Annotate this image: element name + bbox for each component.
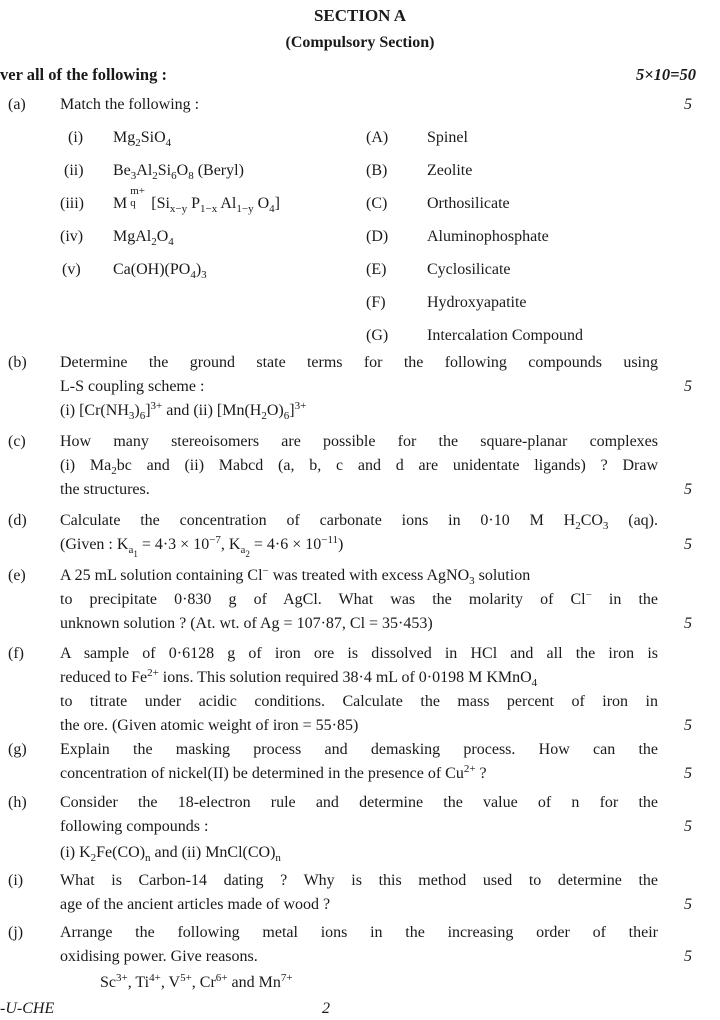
marks-d: 5 [684,536,692,553]
match-right-num: (A) [366,129,389,146]
question-label-j: (j) [8,924,24,941]
question-j-ions: $Sc^{3+}$, $Ti^{4+}$, $V^{5+}$, $Cr^{6+}$ and $Mn^{7+}$ [100,972,293,991]
match-right-item: Spinel [427,129,468,146]
match-right-num: (G) [366,327,389,344]
match-left-num: (iii) [60,195,84,212]
question-label-c: (c) [8,433,26,450]
question-label-f: (f) [8,645,24,662]
question-b-line: L-S coupling scheme : [60,378,205,395]
question-c-line: the structures. [60,481,150,498]
question-f-line: the ore. (Given atomic weight of iron = 55·85) [60,717,359,734]
marks-f: 5 [684,717,692,734]
question-d-line: (Given : $K_{a_1} = 4\cdot 3 \times 10^{-7}$, $K_{a_2} = 4\cdot 6 \times 10^{-11}$) [60,534,344,559]
total-marks: 5×10=50 [635,65,696,84]
match-right-num: (F) [366,294,386,311]
instruction: ver all of the following : [0,65,167,84]
match-left-item: M m+ q [$Si_{x-y}$ $P_{1-x}$ $Al_{1-y}$ $O_4$] [113,185,280,215]
match-right-num: (E) [366,261,387,278]
marks-c: 5 [684,481,692,498]
question-d-line: Calculate the concentration of carbonate ions in 0·10 M $H_2CO_3$ (aq). [60,512,659,532]
match-right-item: Intercalation Compound [427,327,583,344]
question-g-line: concentration of nickel(II) be determined in the presence of $Cu^{2+}$ ? [60,763,487,782]
match-left-item: $Be_3Al_2Si_6O_8$ (Beryl) [113,162,244,182]
match-right-item: Aluminophosphate [427,228,549,245]
question-j-line: oxidising power. Give reasons. [60,948,258,965]
match-right-item: Cyclosilicate [427,261,511,278]
match-left-item: $Mg_2SiO_4$ [113,129,172,149]
question-label-h: (h) [8,794,27,811]
marks-g: 5 [684,765,692,782]
question-b-line: Determine the ground state terms for the following compounds using [60,354,658,371]
page-number: 2 [322,1000,330,1017]
match-right-item: Hydroxyapatite [427,294,527,311]
paper-code: -U-CHE [0,1000,55,1017]
question-label-i: (i) [8,872,24,889]
question-i-line: What is Carbon-14 dating ? Why is this method used to determine the [60,872,658,889]
question-a-intro: Match the following : [60,96,200,113]
question-f-line: A sample of 0·6128 g of iron ore is dissolved in HCl and all the iron is [60,645,658,662]
match-right-item: Zeolite [427,162,473,179]
question-g-line: Explain the masking process and demasking process. How can the [60,741,658,758]
question-label-g: (g) [8,741,27,758]
marks-i: 5 [684,896,692,913]
match-left-num: (v) [62,261,81,278]
question-f-line: to titrate under acidic conditions. Calculate the mass percent of iron in [60,693,658,710]
question-f-line: reduced to $Fe^{2+}$ ions. This solution required 38·4 mL of 0·0198 M KMnO$_4$ [60,667,538,689]
question-e-line: unknown solution ? (At. wt. of Ag = 107·87, Cl = 35·453) [60,615,433,632]
question-label-e: (e) [8,567,26,584]
match-left-item: $Ca(OH)(PO_4)_3$ [113,261,207,281]
marks-h: 5 [684,818,692,835]
question-e-line: to precipitate 0·830 g of AgCl. What was the molarity of Cl− in the [60,589,658,608]
marks-a: 5 [684,96,692,113]
question-label-d: (d) [8,512,27,529]
question-h-line: following compounds : [60,818,209,835]
match-right-num: (D) [366,228,389,245]
section-title: SECTION A [313,6,407,25]
match-left-num: (i) [68,129,84,146]
question-c-line: (i) $Ma_2bc$ and (ii) Mabcd (a, b, c and d are unidentate ligands) ? Draw [60,457,659,477]
question-i-line: age of the ancient articles made of wood ? [60,896,331,913]
question-c-line: How many stereoisomers are possible for the square-planar complexes [60,433,658,450]
marks-e: 5 [684,615,692,632]
section-subtitle: (Compulsory Section) [285,34,435,51]
question-h-formula: (i) $K_2Fe(CO)_n$ and (ii) $MnCl(CO)_n$ [60,844,281,864]
match-left-num: (iv) [60,228,84,245]
match-right-num: (C) [366,195,388,212]
match-right-num: (B) [366,162,388,179]
marks-j: 5 [684,948,692,965]
question-label-a: (a) [8,96,26,113]
question-b-formula: (i) $[Cr(NH_3)_6]^{3+}$ and (ii) $[Mn(H_2O)_6]^{3+}$ [60,400,307,422]
match-left-item: $MgAl_2O_4$ [113,228,174,248]
match-left-num: (ii) [64,162,84,179]
question-j-line: Arrange the following metal ions in the increasing order of their [60,924,658,941]
match-right-item: Orthosilicate [427,195,510,212]
question-label-b: (b) [8,354,27,371]
question-e-line: A 25 mL solution containing Cl− was treated with excess AgNO$_3$ solution [60,565,531,587]
marks-b: 5 [684,378,692,395]
question-h-line: Consider the 18-electron rule and determine the value of n for the [60,794,658,811]
